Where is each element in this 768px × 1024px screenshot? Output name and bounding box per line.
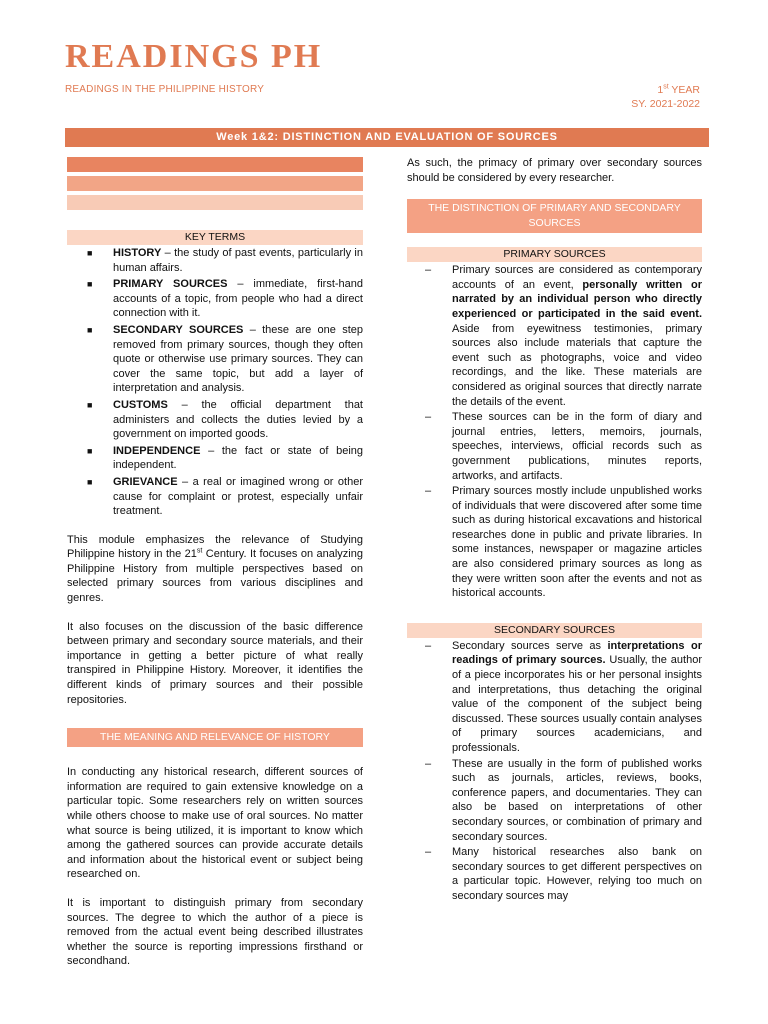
term-definition: – the official department that administers and collects the duties levied by a government on imported goods. [113,398,363,441]
distinction-heading: THE DISTINCTION OF PRIMARY AND SECONDARY SOURCES [407,199,702,233]
item-text: Secondary sources serve as [452,639,608,652]
square-bullet-icon: ■ [87,279,93,290]
term-name: INDEPENDENCE [113,444,201,457]
year-suffix: st [663,83,669,91]
secondary-sources-heading: SECONDARY SOURCES [407,623,702,638]
right-column [407,156,702,905]
list-item [407,845,702,903]
term-name: HISTORY [113,247,162,259]
intro-text-a: This module emphasizes the relevance of Studying Philippine history in the 21 [67,533,363,561]
primary-sources-heading: PRIMARY SOURCES [407,247,702,262]
primary-sources-list [407,263,702,601]
term-definition: – a real or imagined wrong or other cause for complaint or protest, especially unfair treatment. [113,475,363,518]
dash-bullet-icon: – [425,639,432,652]
secondary-sources-list [407,639,702,904]
item-text-tail: Usually, the author of a piece incorporates his or her personal insights and interpretations, thus detaching the original value of the component of the subject being discussed. These sources usually contain analyses of primary sources academicians, and professionals. [452,654,702,754]
term-definition: – the study of past events, particularly in human affairs. [113,247,363,274]
decor-stripe-1 [67,157,363,172]
item-bold: personally written or narrated by an individual person who directly experienced or participated in the said event. [452,278,702,320]
intro-paragraph-2: It also focuses on the discussion of the basic difference between primary and secondary source materials, and their importance in getting a better picture of what really transpired in Philippine History. Moreover, it identifies the different kinds of primary sources and their possible repositories. [67,620,363,706]
term-definition: – these are one step removed from primary sources, though they often quote or otherwise use primary sources. They can cover the same topic, but add a layer of interpretation and analysis. [113,323,363,395]
square-bullet-icon: ■ [87,324,93,335]
year-number: 1 [657,84,664,96]
dash-bullet-icon: – [425,846,432,859]
dash-bullet-icon: – [425,485,432,498]
item-text-tail: Aside from eyewitness testimonies, primary sources also include materials that capture the event such as photographs, voice and video recordings, and the like. These materials are considered as original sources that directly narrate the details of the event. [452,322,702,408]
term-name: SECONDARY SOURCES [113,323,244,336]
school-year: SY. 2021-2022 [631,98,700,110]
list-item [67,398,363,442]
term-name: PRIMARY SOURCES [113,278,228,291]
square-bullet-icon: ■ [87,476,93,487]
decor-stripe-2 [67,176,363,191]
list-item [67,475,363,519]
intro-sup: st [196,547,203,555]
square-bullet-icon: ■ [87,399,93,410]
item-text: These sources can be in the form of diary and journal entries, letters, memoirs, journals, speeches, interviews, official records such as government publications, minutes reports, artworks, and artifacts. [452,411,702,482]
list-item [407,410,702,483]
term-definition: – the fact or state of being independent. [113,444,363,472]
list-item [67,277,363,321]
list-item [67,444,363,473]
brand-title: READINGS PH [65,38,323,75]
item-text: Primary sources are considered as contemporary accounts of an event, [452,264,702,291]
decor-stripe-3 [67,195,363,210]
intro-text-b: Century. It focuses on analyzing Philippine History from multiple perspectives based on selected primary sources from various disciplines and genres. [67,548,363,605]
year-label: YEAR [668,84,700,96]
item-text: These are usually in the form of published works such as journals, articles, reviews, books, conference papers, and documentaries. They can also be based on interpretations of other secondary sources, or combination of primary and secondary sources. [452,757,702,843]
term-name: CUSTOMS [113,398,168,411]
square-bullet-icon: ■ [87,248,93,258]
item-text: Many historical researches also bank on secondary sources to get different perspectives on a particular topic. However, relying too much on secondary sources may [452,846,702,902]
dash-bullet-icon: – [425,264,432,277]
list-item [407,263,702,409]
key-terms-list [67,246,363,519]
course-subtitle: READINGS IN THE PHILIPPINE HISTORY [65,84,265,95]
dash-bullet-icon: – [425,411,432,424]
dash-bullet-icon: – [425,757,432,770]
square-bullet-icon: ■ [87,445,93,456]
meaning-heading: THE MEANING AND RELEVANCE OF HISTORY [67,728,363,747]
right-intro-paragraph: As such, the primacy of primary over secondary sources should be considered by every researcher. [407,157,702,184]
list-item [407,639,702,756]
item-bold: interpretations or readings of primary sources. [452,639,702,667]
item-text: Primary sources mostly include unpublished works of individuals that were discovered after some time such as during historical excavations and historical researches done in public and private libraries. In some instances, newspaper or magazine articles are also considered primary sources as long as they were written soon after the events and not as historical accounts. [452,485,702,600]
key-terms-heading: KEY TERMS [67,230,363,245]
meaning-paragraph-2: It is important to distinguish primary from secondary sources. The degree to which the author of a piece is removed from the actual event being described illustrates whether the source is reporting impressions firsthand or secondhand. [67,896,363,968]
list-item [67,323,363,396]
week-title-bar: Week 1&2: DISTINCTION AND EVALUATION OF SOURCES [65,128,709,147]
intro-paragraph-1 [67,533,363,606]
year-block [631,83,700,111]
year-level [631,83,700,97]
list-item [67,246,363,275]
list-item [407,484,702,601]
left-column [67,230,363,969]
term-name: GRIEVANCE [113,475,178,488]
list-item [407,757,702,845]
term-definition: – immediate, first-hand accounts of a topic, from people who had a direct connection with it. [113,278,364,320]
meaning-paragraph-1: In conducting any historical research, different sources of information are required to gain extensive knowledge on a particular topic. Some researchers rely on written sources while others choose to make use of oral sources. No matter what source is being utilized, it is important to know which among the gathered sources can provide accurate details and information about the historical event or subject being researched on. [67,766,363,881]
